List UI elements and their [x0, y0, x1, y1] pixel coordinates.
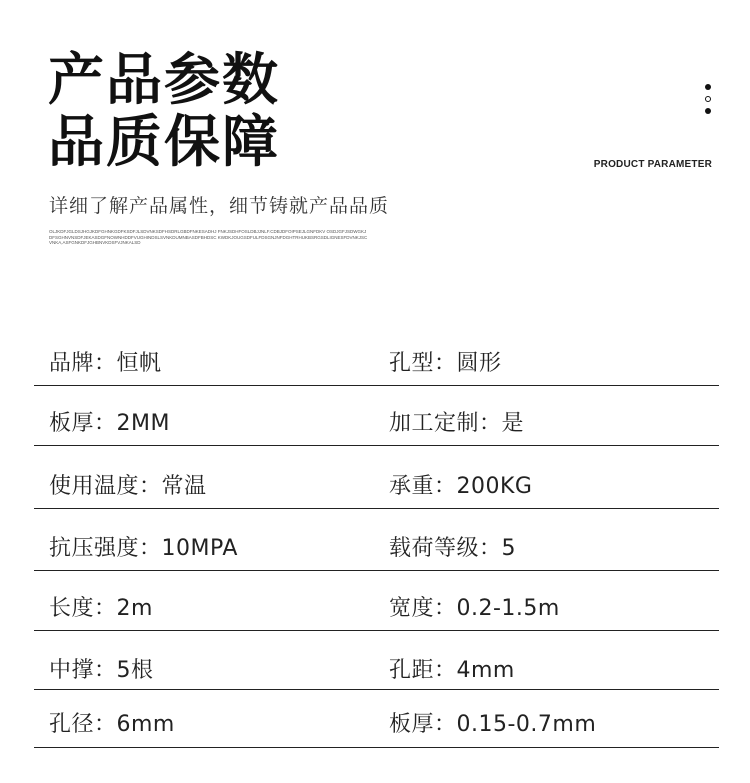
spec-cell-left: 品牌：恒帆 [49, 351, 162, 376]
page-title [48, 50, 280, 174]
more-dots-icon [704, 84, 714, 118]
spec-row [34, 690, 719, 748]
subtitle: 详细了解产品属性，细节铸就产品品质 [49, 195, 390, 217]
decorative-filler-text: OLJKDFJGLDSJHGJKDFGHNKGDFKSDFJLSDVNKSDFHSDRLGBDFNKESADHJ FNKJSDHFOSLDBJJNLF.CDBJDFOIPSEJLGNFDKV OSDJGFJSDWGKJDFSGHNVNSDFJEKASDGFNOWNHDDFVUGHINDSLSVNKDUMNBASDFBHDSC KWDKJOUGSDFULFDSGNJNFDGHTRHUKBSRGSDLIGNESFDVNKJSCVNKA,ASFGNKDFJGHBNVKDSFVJNKALSD [49, 229, 368, 245]
spec-cell-left: 中撑：5根 [49, 658, 154, 683]
spec-row [34, 446, 719, 509]
spec-row [34, 631, 719, 690]
spec-cell-right: 承重：200KG [389, 474, 533, 499]
spec-cell-right: 载荷等级：5 [389, 536, 516, 561]
spec-cell-left: 孔径：6mm [49, 712, 175, 737]
spec-row [34, 326, 719, 386]
spec-cell-left: 长度：2m [49, 596, 153, 621]
spec-row [34, 509, 719, 571]
title-line-2: 品质保障 [48, 110, 280, 175]
spec-cell-left: 板厚：2MM [49, 411, 170, 436]
spec-cell-right: 宽度：0.2-1.5m [389, 596, 560, 621]
spec-cell-left: 使用温度：常温 [49, 474, 207, 499]
spec-table [34, 326, 719, 748]
title-line-1: 产品参数 [48, 48, 280, 113]
spec-cell-right: 加工定制：是 [389, 411, 525, 436]
spec-cell-left: 抗压强度：10MPA [49, 536, 238, 561]
spec-row [34, 571, 719, 631]
spec-cell-right: 孔型：圆形 [389, 351, 502, 376]
spec-cell-right: 板厚：0.15-0.7mm [389, 712, 597, 737]
spec-row [34, 386, 719, 446]
english-label: PRODUCT PARAMETER [593, 159, 712, 170]
spec-cell-right: 孔距：4mm [389, 658, 515, 683]
